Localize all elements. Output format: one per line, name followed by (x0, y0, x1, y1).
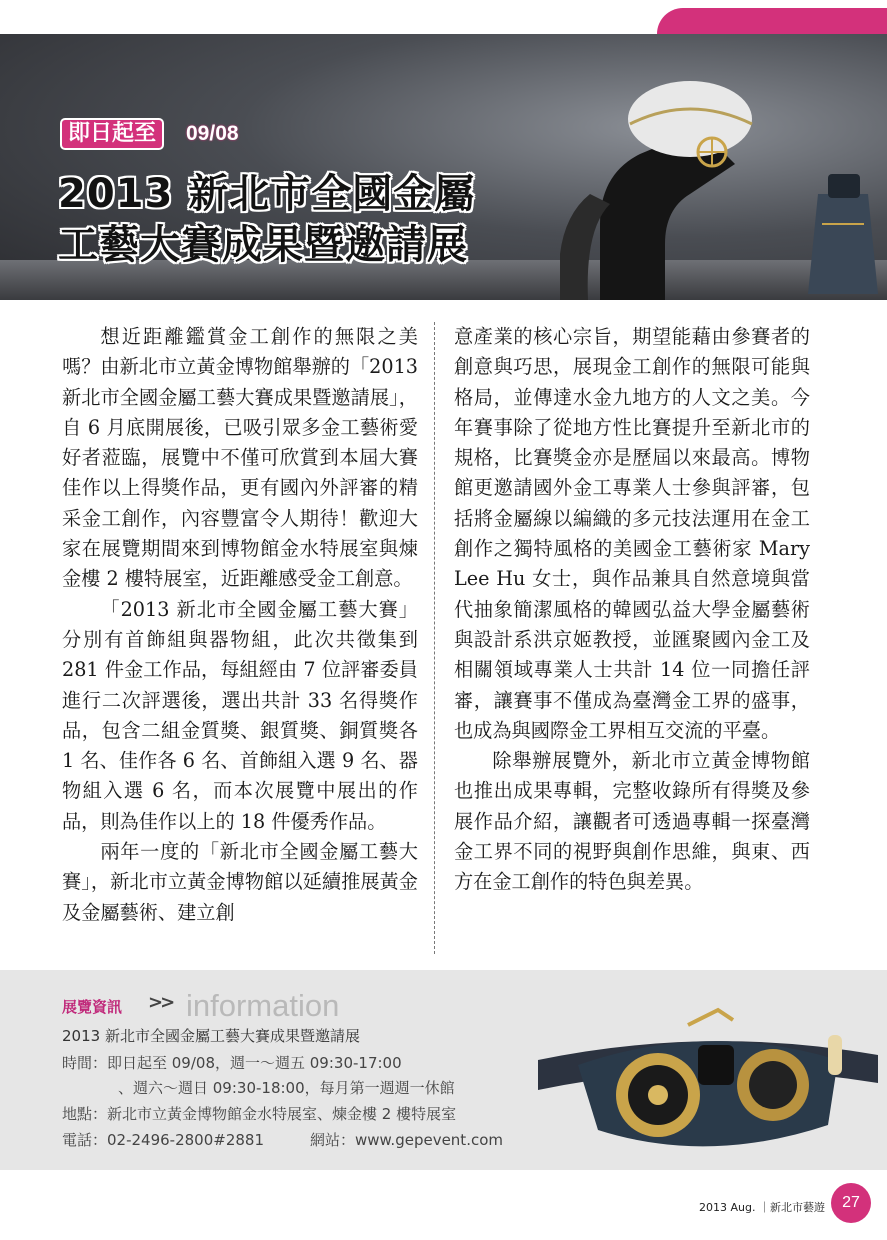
info-heading: 展覽資訊 (62, 998, 123, 1016)
info-time-continued: 、週六～週日 09:30-18:00，每月第一週週一休館 (118, 1079, 455, 1097)
footer-issue: 2013 Aug. ｜新北市藝遊 (699, 1201, 825, 1214)
page-number: 27 (831, 1183, 871, 1223)
paragraph: 除舉辦展覽外，新北市立黃金博物館也推出成果專輯，完整收錄所有得獎及參展作品介紹，讓觀者可透過專輯一探臺灣金工界不同的視野與創作思維，與東、西方在金工創作的特色與差異。 (454, 749, 810, 894)
headline-line-2: 工藝大賽成果暨邀請展 (58, 222, 468, 268)
info-heading-en: information (186, 988, 340, 1023)
paragraph: 「2013 新北市全國金屬工藝大賽」分別有首飾組與器物組，此次共徵集到 281 件金工作品，每組經由 7 位評審委員進行二次評選後，選出共計 33 名得獎作品，包含二組金質獎、銀質獎、銅質獎各 1 名、佳作各 6 名、首飾組入選 9 名、器物組入選 6 名，而本次展覽中展出的作品，則為佳作以上的 18 件優秀作品。 (62, 597, 418, 833)
info-exhibition-title: 2013 新北市全國金屬工藝大賽成果暨邀請展 (62, 1027, 360, 1045)
paragraph-continued: 意產業的核心宗旨，期望能藉由參賽者的創意與巧思，展現金工創作的無限可能與格局，並傳達水金九地方的人文之美。今年賽事除了從地方性比賽提升至新北市的規格，比賽獎金亦是歷屆以來最高。博物館更邀請國外金工專業人士參與評審，包括將金屬線以編織的多元技法運用在金工創作之獨特風格的美國金工藝術家 Mary Lee Hu 女士，與作品兼具自然意境與當代抽象簡潔風格的韓國弘益大學金屬藝術與設計系洪京姬教授，並匯聚國內金工及相關領域專業人士共計 14 位一同擔任評審，讓賽事不僅成為臺灣金工界的盛事，也成為與國際金工界相互交流的平臺。 (454, 325, 810, 742)
column-divider (434, 322, 435, 954)
article-right-column (454, 322, 810, 898)
info-time: 時間：即日起至 09/08，週一～週五 09:30-17:00 (62, 1054, 402, 1072)
metal-mask-photo (538, 1005, 878, 1165)
date-badge-date: 09/08 (186, 122, 239, 145)
article-left-column (62, 322, 418, 928)
paragraph: 兩年一度的「新北市全國金屬工藝大賽」，新北市立黃金博物館以延續推展黃金及金屬藝術、建立創 (62, 840, 418, 924)
info-place: 地點：新北市立黃金博物館金水特展室、煉金樓 2 樓特展室 (62, 1105, 457, 1123)
headline-line-1: 2013 新北市全國金屬 (58, 171, 476, 217)
double-chevron-icon: >> (148, 992, 173, 1013)
info-phone: 電話：02-2496-2800#2881 (62, 1131, 265, 1149)
date-badge: 即日起至 (62, 120, 162, 148)
paragraph: 想近距離鑑賞金工創作的無限之美嗎？由新北市立黃金博物館舉辦的「2013 新北市全國金屬工藝大賽成果暨邀請展」，自 6 月底開展後，已吸引眾多金工藝術愛好者蒞臨，展覽中不僅可欣賞到本屆大賽佳作以上得獎作品，更有國內外評審的精采金工創作，內容豐富令人期待！歡迎大家在展覽期間來到博物館金水特展室與煉金樓 2 樓特展室，近距離感受金工創意。 (62, 325, 418, 591)
info-website[interactable]: 網站：www.gepevent.com (310, 1131, 503, 1149)
